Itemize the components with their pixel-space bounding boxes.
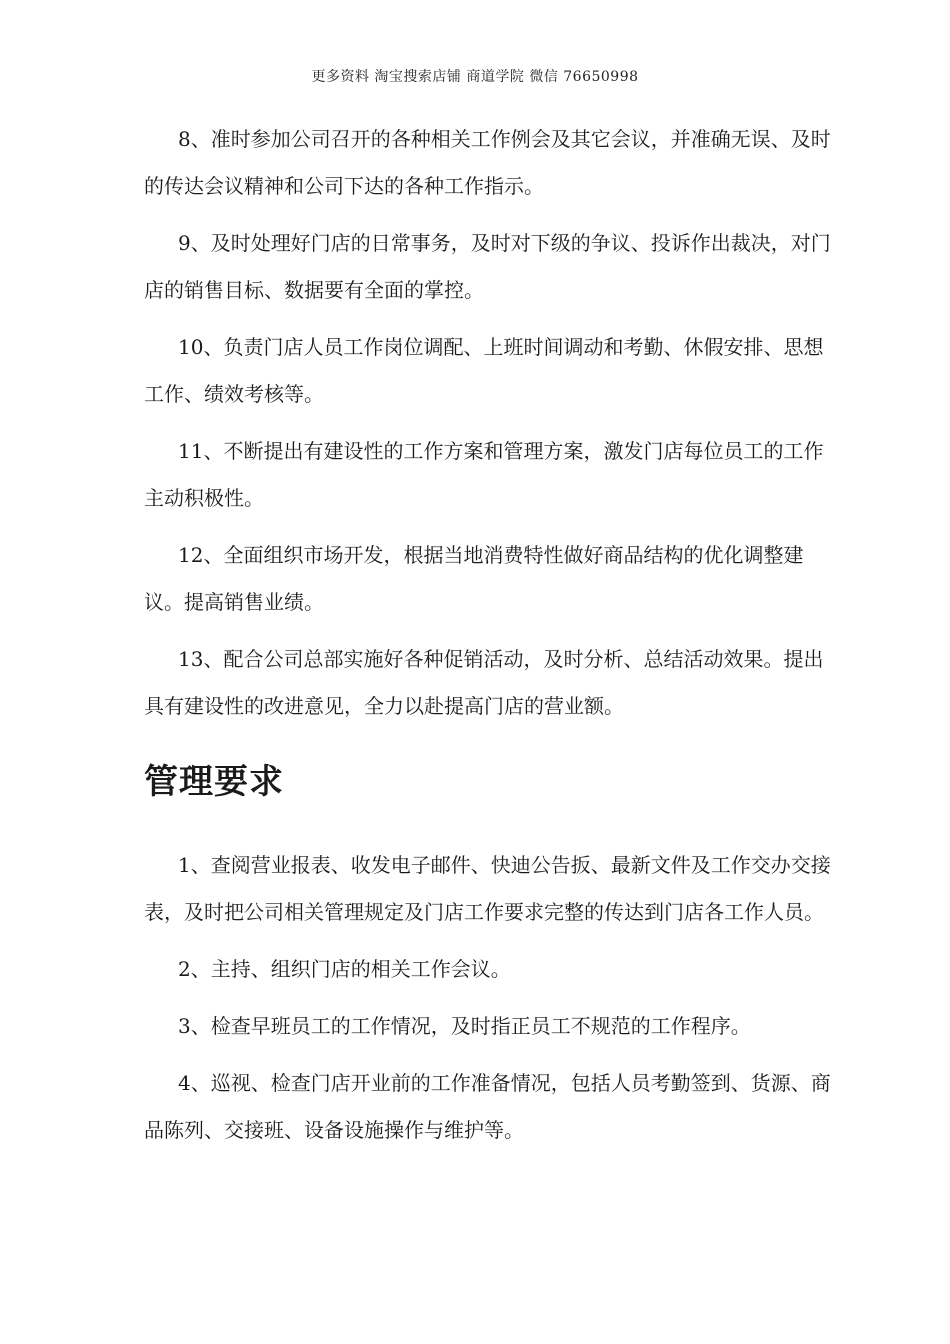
duty-paragraph: 13、配合公司总部实施好各种促销活动，及时分析、总结活动效果。提出具有建设性的改进意见，全力以赴提高门店的营业额。 — [144, 647, 824, 718]
requirement-paragraph: 2、主持、组织门店的相关工作会议。 — [178, 957, 511, 981]
duty-paragraph: 10、负责门店人员工作岗位调配、上班时间调动和考勤、休假安排、思想工作、绩效考核等。 — [144, 335, 824, 406]
duty-paragraph: 11、不断提出有建设性的工作方案和管理方案，激发门店每位员工的工作主动积极性。 — [144, 439, 824, 510]
duty-paragraph: 12、全面组织市场开发，根据当地消费特性做好商品结构的优化调整建议。提高销售业绩。 — [144, 543, 804, 614]
duty-paragraph: 8、准时参加公司召开的各种相关工作例会及其它会议，并准确无误、及时的传达会议精神和公司下达的各种工作指示。 — [144, 127, 831, 198]
requirement-paragraph: 4、巡视、检查门店开业前的工作准备情况，包括人员考勤签到、货源、商品陈列、交接班、设备设施操作与维护等。 — [144, 1071, 831, 1142]
page-header: 更多资料 淘宝搜索店铺 商道学院 微信 76650998 — [311, 69, 639, 85]
section-title: 管理要求 — [144, 762, 284, 802]
requirement-paragraph: 1、查阅营业报表、收发电子邮件、快迪公告扳、最新文件及工作交办交接表，及时把公司相关管理规定及门店工作要求完整的传达到门店各工作人员。 — [144, 853, 831, 924]
requirement-paragraph: 3、检查早班员工的工作情况，及时指正员工不规范的工作程序。 — [178, 1014, 751, 1038]
document-body — [144, 116, 834, 1164]
duty-paragraph: 9、及时处理好门店的日常事务，及时对下级的争议、投诉作出裁决，对门店的销售目标、数据要有全面的掌控。 — [144, 231, 831, 302]
